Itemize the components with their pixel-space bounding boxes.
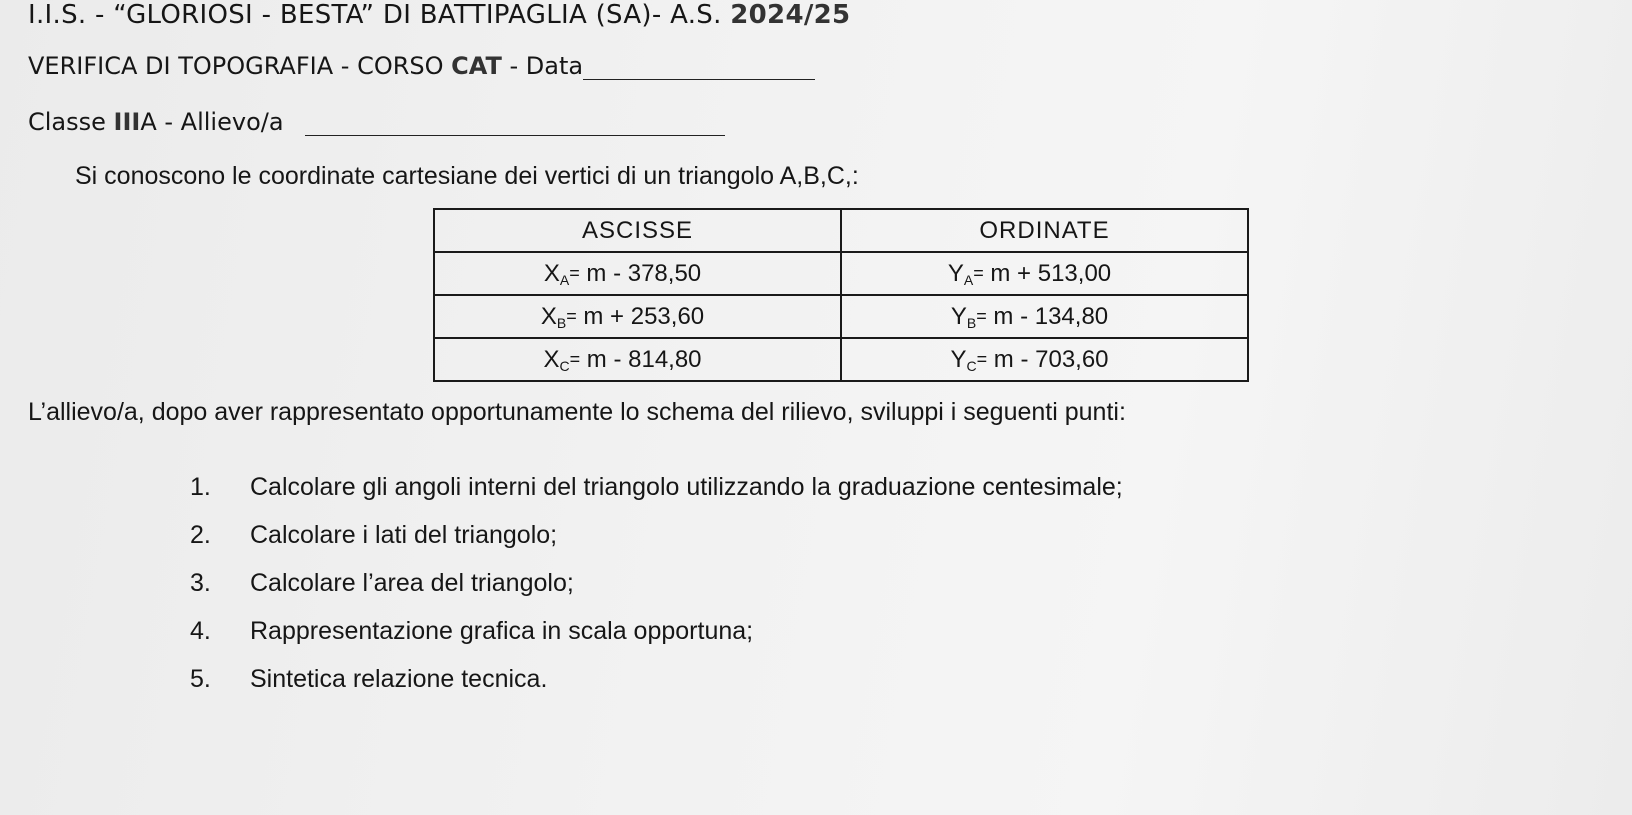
column-header-abscissae: ASCISSE — [434, 209, 841, 252]
school-name: I.I.S. - “GLORIOSI - BESTA” DI BATTIPAGLIA (SA)- A.S. — [28, 0, 722, 30]
column-header-ordinates: ORDINATE — [841, 209, 1248, 252]
coordinates-table — [433, 208, 1249, 382]
table-cell-y: $Y_A= m + 513,00$ — [841, 252, 1248, 295]
class-suffix: A - Allievo/a — [140, 108, 284, 136]
date-blank-line — [583, 57, 815, 80]
instructions-text: L’allievo/a, dopo aver rappresentato opportunamente lo schema del rilievo, sviluppi i seguenti punti: — [28, 398, 1126, 426]
table-header-row — [434, 209, 1248, 252]
intro-text: Si conoscono le coordinate cartesiane dei vertici di un triangolo A,B,C,: — [75, 162, 859, 190]
list-item: 3. Calcolare l’area del triangolo; — [190, 569, 574, 597]
list-item: 1. Calcolare gli angoli interni del triangolo utilizzando la graduazione centesimale; — [190, 473, 1123, 501]
table-row — [434, 252, 1248, 295]
student-name-blank-line — [305, 113, 725, 136]
task-list — [190, 463, 1123, 703]
class-line — [28, 108, 725, 136]
table-row — [434, 338, 1248, 381]
test-title-line — [28, 52, 815, 80]
list-item: 5. Sintetica relazione tecnica. — [190, 665, 548, 693]
list-item: 2. Calcolare i lati del triangolo; — [190, 521, 558, 549]
list-item: 4. Rappresentazione grafica in scala opportuna; — [190, 617, 754, 645]
course-name: CAT — [451, 52, 502, 80]
table-row — [434, 295, 1248, 338]
class-value: III — [113, 108, 141, 136]
date-label: - Data — [509, 52, 584, 80]
table-cell-x: $X_B= m + 253,60$ — [434, 295, 841, 338]
table-cell-y: $Y_B= m - 134,80$ — [841, 295, 1248, 338]
school-year: 2024/25 — [730, 0, 851, 30]
table-cell-y: $Y_C= m - 703,60$ — [841, 338, 1248, 381]
school-header — [28, 0, 850, 30]
test-title: VERIFICA DI TOPOGRAFIA - CORSO — [28, 52, 444, 80]
table-cell-x: $X_C= m - 814,80$ — [434, 338, 841, 381]
table-cell-x: $X_A= m - 378,50$ — [434, 252, 841, 295]
class-label: Classe — [28, 108, 106, 136]
